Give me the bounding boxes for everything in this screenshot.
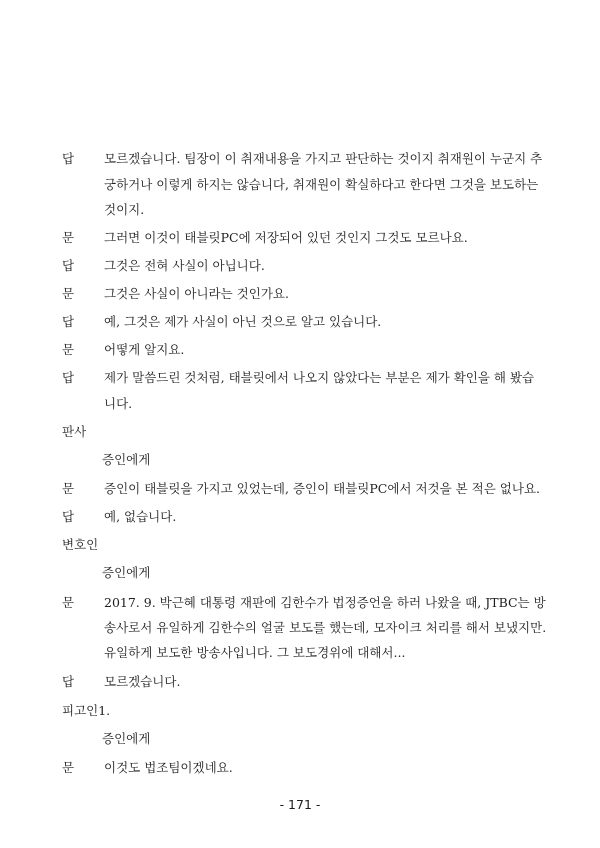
entry-text: 니다. <box>104 396 133 411</box>
page-number: - 171 - <box>279 797 321 812</box>
entry-text: 증인이 태블릿을 가지고 있었는데, 증인이 태블릿PC에서 저것을 본 적은 없나요. <box>104 481 541 496</box>
speaker-label: 답 <box>62 258 75 273</box>
speaker-label: 문 <box>62 286 75 301</box>
speaker-label: 답 <box>62 674 75 689</box>
entry-text: 예, 그것은 제가 사실이 아닌 것으로 알고 있습니다. <box>104 314 382 329</box>
speaker-label: 문 <box>62 230 75 245</box>
entry-text: 모르겠습니다. <box>104 674 181 689</box>
entry-text: 유일하게 보도한 방송사입니다. 그 보도경위에 대해서... <box>104 645 406 660</box>
speaker-label: 문 <box>62 760 75 775</box>
speaker-label: 답 <box>62 370 75 385</box>
section-heading-lawyer: 변호인 <box>62 537 99 552</box>
entry-text: 송사로서 유일하게 김한수의 얼굴 보도를 했는데, 모자이크 처리를 해서 보냈지만. <box>104 620 547 635</box>
addressee-label: 증인에게 <box>102 452 151 467</box>
entry-text: 그러면 이것이 태블릿PC에 저장되어 있던 것인지 그것도 모르나요. <box>104 230 468 245</box>
entry-text: 그것은 사실이 아니라는 것인가요. <box>104 286 289 301</box>
speaker-label: 답 <box>62 314 75 329</box>
entry-text: 예, 없습니다. <box>104 509 177 524</box>
entry-text: 것이지. <box>104 202 145 217</box>
section-heading-defendant: 피고인1. <box>62 703 111 718</box>
speaker-label: 문 <box>62 595 75 610</box>
entry-text: 어떻게 알지요. <box>104 342 185 357</box>
section-heading-judge: 판사 <box>62 424 87 439</box>
entry-text: 궁하거나 이렇게 하지는 않습니다, 취재원이 확실하다고 한다면 그것을 보도하는 <box>104 177 539 192</box>
addressee-label: 증인에게 <box>102 565 151 580</box>
entry-text: 제가 말씀드린 것처럼, 태블릿에서 나오지 않았다는 부분은 제가 확인을 해 봤습 <box>104 370 535 385</box>
addressee-label: 증인에게 <box>102 731 151 746</box>
entry-text: 모르겠습니다. 팀장이 이 취재내용을 가지고 판단하는 것이지 취재원이 누군지 추 <box>104 151 543 166</box>
speaker-label: 답 <box>62 509 75 524</box>
entry-text: 이것도 법조팀이겠네요. <box>104 760 233 775</box>
speaker-label: 문 <box>62 342 75 357</box>
speaker-label: 문 <box>62 481 75 496</box>
entry-text: 2017. 9. 박근혜 대통령 재판에 김한수가 법정증언을 하러 나왔을 때, JTBC는 방 <box>104 595 546 610</box>
speaker-label: 답 <box>62 151 75 166</box>
entry-text: 그것은 전혀 사실이 아닙니다. <box>104 258 265 273</box>
